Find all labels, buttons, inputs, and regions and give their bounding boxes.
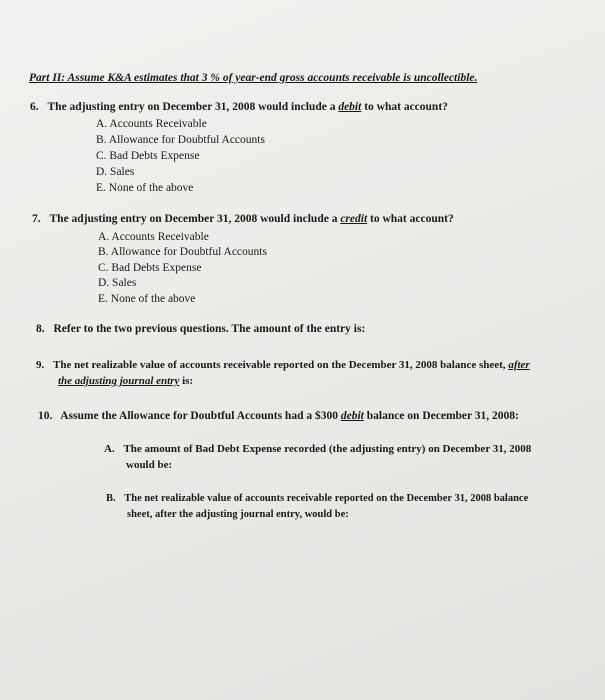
question-10-part-a-line2: would be: — [126, 459, 173, 471]
q6-option-d: D. Sales — [96, 166, 135, 178]
q7-option-c: C. Bad Debts Expense — [98, 262, 202, 274]
question-text-end: balance on December 31, 2008: — [363, 410, 519, 422]
q6-option-c: C. Bad Debts Expense — [96, 150, 200, 162]
question-emphasis: credit — [340, 213, 368, 225]
q6-option-e: E. None of the above — [96, 182, 194, 194]
question-text-end: to what account? — [367, 213, 454, 225]
part-text: The amount of Bad Debt Expense recorded (the adjusting entry) on December 31, 2008 — [123, 443, 532, 455]
part-label: B. — [106, 493, 116, 504]
question-text: The net realizable value of accounts receivable reported on the December 31, 2008 balance sheet, — [53, 359, 509, 371]
question-emphasis: after — [508, 359, 530, 371]
question-10-part-b — [106, 493, 528, 504]
question-text: The adjusting entry on December 31, 2008 would include a — [49, 213, 341, 225]
question-number: 9. — [36, 359, 45, 371]
part-text: The net realizable value of accounts receivable reported on the December 31, 2008 balance — [124, 493, 529, 504]
question-9 — [36, 359, 530, 371]
question-10-part-a — [104, 443, 531, 455]
q7-option-b: B. Allowance for Doubtful Accounts — [98, 246, 267, 258]
question-number: 8. — [36, 323, 45, 335]
question-10-part-b-line2: sheet, after the adjusting journal entry, would be: — [127, 509, 349, 520]
question-text: The adjusting entry on December 31, 2008 would include a — [47, 101, 339, 113]
question-number: 6. — [30, 101, 39, 113]
question-number: 7. — [32, 213, 41, 225]
question-text: Refer to the two previous questions. The amount of the entry is: — [53, 323, 366, 335]
question-emphasis: the adjusting journal entry — [58, 375, 180, 387]
question-9-line2 — [58, 375, 193, 387]
part-title: Part II: Assume K&A estimates that 3 % of year-end gross accounts receivable is uncollectible. — [29, 72, 478, 84]
question-emphasis: debit — [340, 410, 364, 422]
question-text: Assume the Allowance for Doubtful Accounts had a $300 — [60, 410, 341, 422]
q7-option-a: A. Accounts Receivable — [98, 231, 209, 243]
q6-option-a: A. Accounts Receivable — [96, 118, 207, 130]
question-6 — [30, 101, 448, 113]
question-text-end: to what account? — [361, 101, 448, 113]
question-text-end: is: — [179, 375, 194, 387]
question-8 — [36, 323, 365, 335]
q6-option-b: B. Allowance for Doubtful Accounts — [96, 134, 265, 146]
question-number: 10. — [38, 410, 53, 422]
part-label: A. — [104, 443, 115, 455]
question-7 — [32, 213, 454, 225]
q7-option-d: D. Sales — [98, 277, 137, 289]
question-emphasis: debit — [338, 101, 362, 113]
question-10 — [38, 410, 519, 422]
q7-option-e: E. None of the above — [98, 293, 196, 305]
